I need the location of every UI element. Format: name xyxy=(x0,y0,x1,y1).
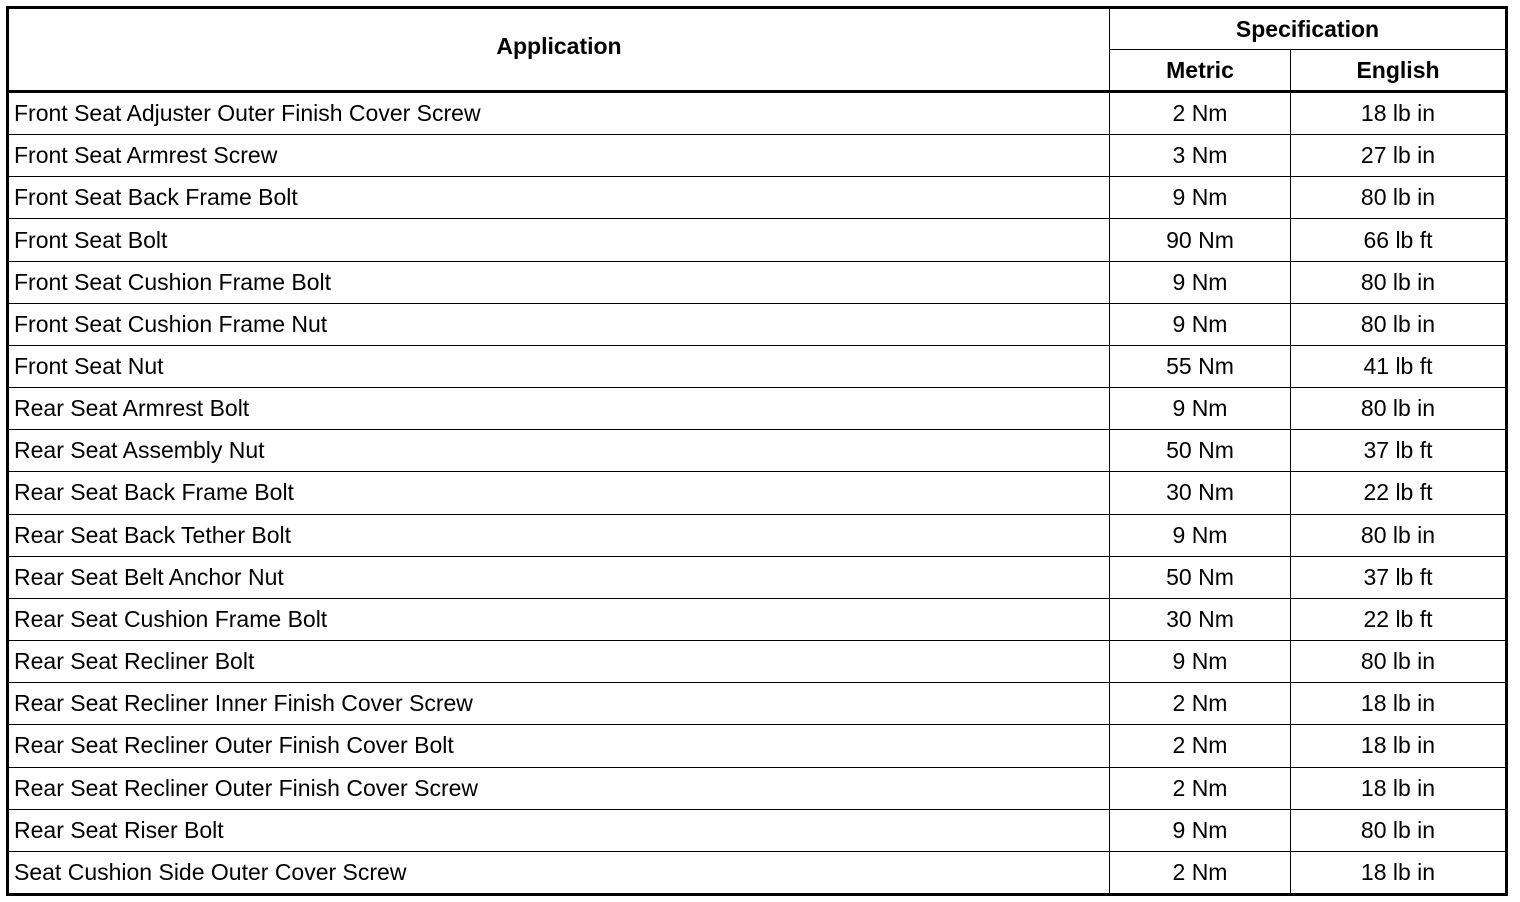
table-row xyxy=(8,219,1507,261)
metric-cell: 55 Nm xyxy=(1110,345,1291,387)
application-cell: Rear Seat Cushion Frame Bolt xyxy=(8,598,1110,640)
table-row xyxy=(8,135,1507,177)
table-row xyxy=(8,430,1507,472)
english-cell: 18 lb in xyxy=(1291,851,1507,894)
table-row xyxy=(8,851,1507,894)
english-cell: 66 lb ft xyxy=(1291,219,1507,261)
english-header: English xyxy=(1291,50,1507,92)
english-cell: 80 lb in xyxy=(1291,641,1507,683)
application-cell: Rear Seat Back Frame Bolt xyxy=(8,472,1110,514)
english-cell: 27 lb in xyxy=(1291,135,1507,177)
table-row xyxy=(8,303,1507,345)
table-row xyxy=(8,345,1507,387)
english-cell: 18 lb in xyxy=(1291,725,1507,767)
application-cell: Rear Seat Assembly Nut xyxy=(8,430,1110,472)
metric-cell: 2 Nm xyxy=(1110,725,1291,767)
application-cell: Front Seat Cushion Frame Bolt xyxy=(8,261,1110,303)
application-cell: Rear Seat Armrest Bolt xyxy=(8,388,1110,430)
application-cell: Rear Seat Belt Anchor Nut xyxy=(8,556,1110,598)
english-cell: 22 lb ft xyxy=(1291,472,1507,514)
metric-cell: 50 Nm xyxy=(1110,556,1291,598)
table-row xyxy=(8,641,1507,683)
english-cell: 37 lb ft xyxy=(1291,556,1507,598)
english-cell: 18 lb in xyxy=(1291,683,1507,725)
metric-cell: 2 Nm xyxy=(1110,851,1291,894)
application-cell: Front Seat Adjuster Outer Finish Cover Screw xyxy=(8,92,1110,135)
english-cell: 80 lb in xyxy=(1291,388,1507,430)
metric-cell: 9 Nm xyxy=(1110,303,1291,345)
header-row-top xyxy=(8,8,1507,50)
table-row xyxy=(8,514,1507,556)
english-cell: 80 lb in xyxy=(1291,261,1507,303)
application-cell: Rear Seat Recliner Outer Finish Cover Bolt xyxy=(8,725,1110,767)
english-cell: 41 lb ft xyxy=(1291,345,1507,387)
application-header: Application xyxy=(8,8,1110,92)
metric-cell: 9 Nm xyxy=(1110,261,1291,303)
application-cell: Front Seat Nut xyxy=(8,345,1110,387)
english-cell: 80 lb in xyxy=(1291,303,1507,345)
metric-header: Metric xyxy=(1110,50,1291,92)
specification-header: Specification xyxy=(1110,8,1507,50)
metric-cell: 30 Nm xyxy=(1110,598,1291,640)
english-cell: 37 lb ft xyxy=(1291,430,1507,472)
application-cell: Rear Seat Recliner Inner Finish Cover Screw xyxy=(8,683,1110,725)
table-row xyxy=(8,683,1507,725)
application-cell: Rear Seat Recliner Bolt xyxy=(8,641,1110,683)
application-cell: Front Seat Cushion Frame Nut xyxy=(8,303,1110,345)
metric-cell: 3 Nm xyxy=(1110,135,1291,177)
metric-cell: 9 Nm xyxy=(1110,177,1291,219)
table-row xyxy=(8,261,1507,303)
table-row xyxy=(8,92,1507,135)
table-row xyxy=(8,725,1507,767)
fastener-spec-table xyxy=(6,6,1508,896)
metric-cell: 90 Nm xyxy=(1110,219,1291,261)
table-row xyxy=(8,767,1507,809)
application-cell: Rear Seat Back Tether Bolt xyxy=(8,514,1110,556)
metric-cell: 9 Nm xyxy=(1110,809,1291,851)
metric-cell: 9 Nm xyxy=(1110,388,1291,430)
table-row xyxy=(8,388,1507,430)
metric-cell: 9 Nm xyxy=(1110,641,1291,683)
english-cell: 80 lb in xyxy=(1291,514,1507,556)
application-cell: Rear Seat Riser Bolt xyxy=(8,809,1110,851)
metric-cell: 9 Nm xyxy=(1110,514,1291,556)
metric-cell: 2 Nm xyxy=(1110,683,1291,725)
application-cell: Front Seat Armrest Screw xyxy=(8,135,1110,177)
table-row xyxy=(8,809,1507,851)
application-cell: Front Seat Back Frame Bolt xyxy=(8,177,1110,219)
english-cell: 80 lb in xyxy=(1291,177,1507,219)
table-row xyxy=(8,556,1507,598)
table-row xyxy=(8,472,1507,514)
metric-cell: 30 Nm xyxy=(1110,472,1291,514)
table-header xyxy=(8,8,1507,92)
application-cell: Front Seat Bolt xyxy=(8,219,1110,261)
application-cell: Rear Seat Recliner Outer Finish Cover Screw xyxy=(8,767,1110,809)
metric-cell: 2 Nm xyxy=(1110,767,1291,809)
english-cell: 18 lb in xyxy=(1291,767,1507,809)
english-cell: 18 lb in xyxy=(1291,92,1507,135)
table-row xyxy=(8,598,1507,640)
metric-cell: 2 Nm xyxy=(1110,92,1291,135)
english-cell: 22 lb ft xyxy=(1291,598,1507,640)
table-row xyxy=(8,177,1507,219)
english-cell: 80 lb in xyxy=(1291,809,1507,851)
table-body xyxy=(8,92,1507,895)
metric-cell: 50 Nm xyxy=(1110,430,1291,472)
application-cell: Seat Cushion Side Outer Cover Screw xyxy=(8,851,1110,894)
